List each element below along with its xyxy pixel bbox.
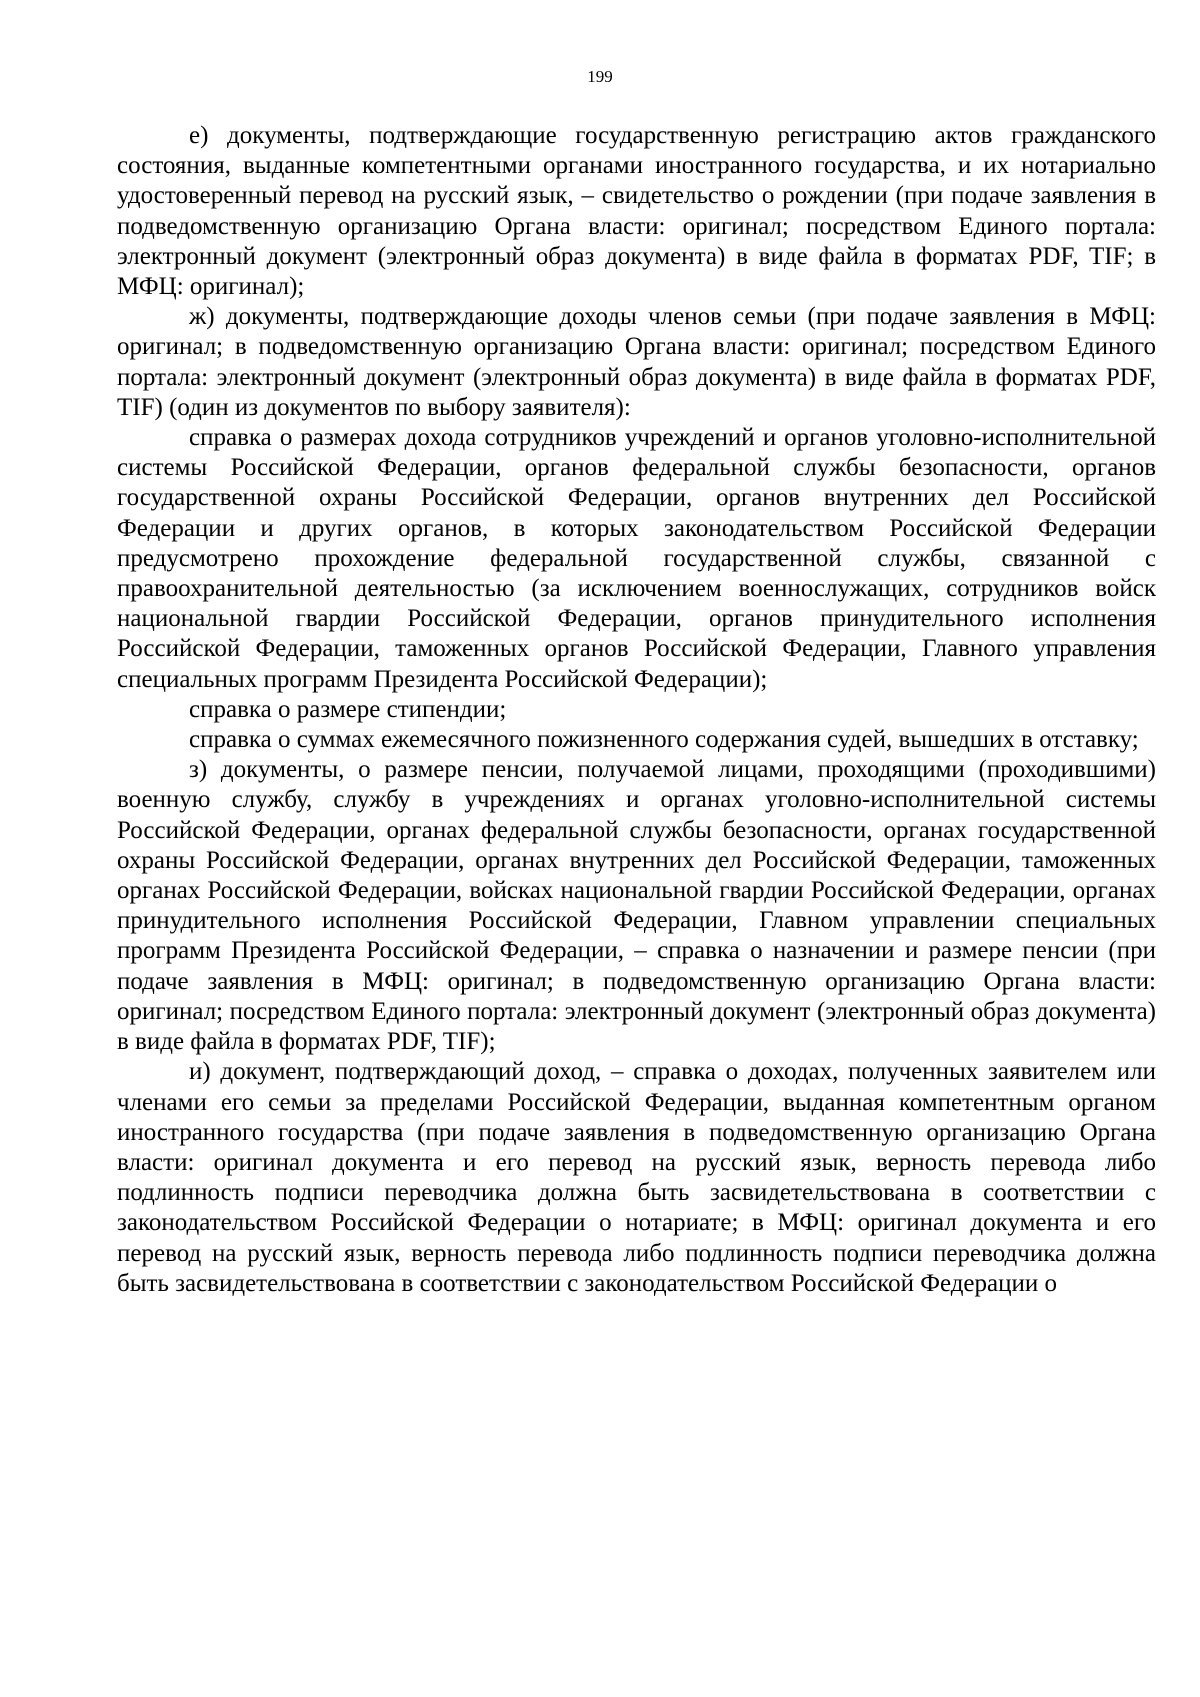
page-number: 199	[587, 67, 613, 86]
paragraph-income-certificate-law-enforcement: справка о размерах дохода сотрудников учреждений и органов уголовно-исполнительной системы Российской Федерации, органов федеральной службы безопасности, органов государственной охраны Российской Федерации, органов внутренних дел Российской Федерации и других органов, в которых законодательством Российской Федерации предусмотрено прохождение федеральной государственной службы, связанной с правоохранительной деятельностью (за исключением военнослужащих, сотрудников войск национальной гвардии Российской Федерации, органов принудительного исполнения Российской Федерации, таможенных органов Российской Федерации, Главного управления специальных программ Президента Российской Федерации);	[117, 424, 1156, 693]
paragraph-z-pension-documents: з) документы, о размере пенсии, получаемой лицами, проходящими (проходившими) военную службу, службу в учреждениях и органах уголовно-исполнительной системы Российской Федерации, органах федеральной службы безопасности, органах государственной охраны Российской Федерации, органах внутренних дел Российской Федерации, таможенных органах Российской Федерации, войсках национальной гвардии Российской Федерации, органах принудительного исполнения Российской Федерации, Главном управлении специальных программ Президента Российской Федерации, – справка о назначении и размере пенсии (при подаче заявления в МФЦ: оригинал; в подведомственную организацию Органа власти: оригинал; посредством Единого портала: электронный документ (электронный образ документа) в виде файла в форматах PDF, TIF);	[117, 756, 1156, 1056]
paragraph-i-foreign-income-document: и) документ, подтверждающий доход, – справка о доходах, полученных заявителем или членами его семьи за пределами Российской Федерации, выданная компетентным органом иностранного государства (при подаче заявления в подведомственную организацию Органа власти: оригинал документа и его перевод на русский язык, верность перевода либо подлинность подписи переводчика должна быть засвидетельствована в соответствии с законодательством Российской Федерации о нотариате; в МФЦ: оригинал документа и его перевод на русский язык, верность перевода либо подлинность подписи переводчика должна быть засвидетельствована в соответствии с законодательством Российской Федерации о	[117, 1058, 1156, 1297]
paragraph-judges-allowance-certificate: справка о суммах ежемесячного пожизненного содержания судей, вышедших в отставку;	[189, 726, 1139, 754]
document-body	[117, 121, 1156, 1299]
paragraph-zh-income-documents: ж) документы, подтверждающие доходы членов семьи (при подаче заявления в МФЦ: оригинал; в подведомственную организацию Органа власти: оригинал; посредством Единого портала: электронный документ (электронный образ документа) в виде файла в форматах PDF, TIF) (один из документов по выбору заявителя):	[117, 303, 1156, 421]
paragraph-stipend-certificate: справка о размере стипендии;	[189, 695, 507, 723]
paragraph-e-civil-status-documents: е) документы, подтверждающие государственную регистрацию актов гражданского состояния, выданные компетентными органами иностранного государства, и их нотариально удостоверенный перевод на русский язык, – свидетельство о рождении (при подаче заявления в подведомственную организацию Органа власти: оригинал; посредством Единого портала: электронный документ (электронный образ документа) в виде файла в форматах PDF, TIF; в МФЦ: оригинал);	[117, 122, 1156, 301]
